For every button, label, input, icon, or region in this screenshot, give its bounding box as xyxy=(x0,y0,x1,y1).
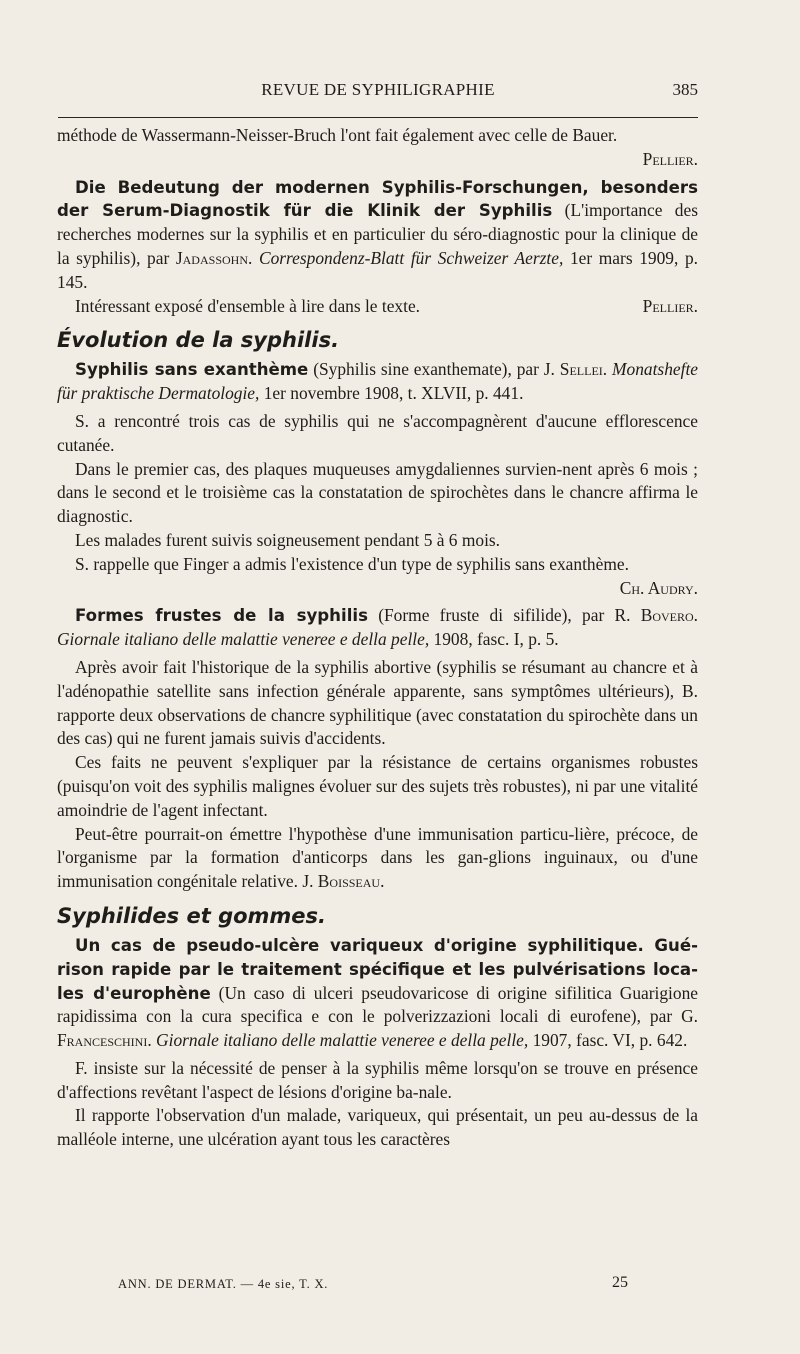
journal-title: REVUE DE SYPHILIGRAPHIE xyxy=(261,80,495,99)
journal-name: Correspondenz-Blatt für Schweizer Aerzte, xyxy=(258,247,564,268)
journal-name: Giornale italiano delle malattie veneree e della pelle, xyxy=(156,1030,529,1051)
article-title: Die Bedeutung der modernen Syphilis-Forschungen, besonders der Serum-Diagnostik für die Klinik der Syphilis xyxy=(57,177,698,221)
paragraph: S. a rencontré trois cas de syphilis qui ne s'accompagnèrent d'aucune efflorescence cutanée. xyxy=(57,410,698,455)
journal-name: Giornale italiano delle malattie veneree e della pelle, xyxy=(57,629,430,650)
paragraph: S. rappelle que Finger a admis l'existence d'un type de syphilis sans exanthème. xyxy=(75,553,629,574)
paragraph-text: Intéressant exposé d'ensemble à lire dans le texte. xyxy=(75,295,421,316)
article-author: Franceschini xyxy=(57,1030,148,1051)
publication-info: 1907, fasc. VI, p. 642. xyxy=(528,1030,688,1051)
publication-info: 1908, fasc. I, p. 5. xyxy=(429,629,559,650)
article-author: Jadassohn xyxy=(175,247,248,268)
paragraph xyxy=(57,823,698,894)
paragraph: Après avoir fait l'historique de la syphilis abortive (syphilis se résumant au chancre et à l'adénopathie satellite sans infection générale apparente, sans symptômes ultérieurs), B. rapporte deux observations de chancre syphilitique (avec constatation du spirochète dans un des cas) qui ne furent jamais suivis d'accidents. xyxy=(57,656,698,749)
signature xyxy=(57,148,698,172)
publication-info: 1er novembre 1908, t. XLVII, p. 441. xyxy=(259,383,524,404)
article-title: Syphilis sans exanthème xyxy=(75,360,309,380)
author-signature: J. Boisseau. xyxy=(302,871,385,892)
footer xyxy=(118,1274,628,1292)
article-title: Un cas de pseudo-ulcère variqueux d'origine syphilitique. Gué-rison rapide par le traitement spécifique et les pulvérisations loca-les d'europhène xyxy=(57,935,698,1003)
running-head xyxy=(58,80,698,106)
sheet-number: 25 xyxy=(612,1274,628,1291)
article-translation: (Syphilis sine exanthemate), par J. xyxy=(308,359,560,380)
article-translation: (Un caso di ulceri pseudovaricose di origine sifilitica Guarigione rapidissima con la cura specifica e con le polverizzazioni locali di eurofene), par G. xyxy=(57,982,698,1027)
author-signature: Pellier. xyxy=(642,148,698,169)
paragraph: F. insiste sur la nécessité de penser à la syphilis même lorsqu'on se trouve en présence d'affections revêtant l'aspect de lésions d'origine ba-nale. xyxy=(57,1057,698,1102)
paragraph-text: méthode de Wassermann-Neisser-Bruch l'ont fait également avec celle de Bauer. xyxy=(57,125,618,145)
author-signature: Pellier. xyxy=(642,295,698,316)
section-heading: Évolution de la syphilis. xyxy=(57,328,340,353)
journal-name: Monatshefte für praktische Dermatologie, xyxy=(57,359,698,404)
paragraph-text: Peut-être pourrait-on émettre l'hypothèse d'une immunisation particu-lière, précoce, de l'organisme par la formation d'anticorps dans les gan-glions inguinaux, ou d'une immunisation congénitale relative. xyxy=(57,823,698,892)
header-rule xyxy=(58,117,698,118)
publication-info: 1er mars 1909, p. 145. xyxy=(57,247,698,292)
page-body xyxy=(57,124,698,1152)
article-summary xyxy=(57,295,698,319)
article-author: Sellei xyxy=(559,359,603,380)
paragraph: Il rapporte l'observation d'un malade, variqueux, qui présentait, un peu au-dessus de la malléole interne, une ulcération ayant tous les caractères xyxy=(57,1105,698,1150)
author-signature: Ch. Audry. xyxy=(619,577,698,598)
article-translation: (Forme fruste di sifilide), par R. xyxy=(367,605,641,626)
signature xyxy=(57,577,698,601)
article-entry: Un cas de pseudo-ulcère variqueux d'origine syphilitique. Gué-rison rapide par le traitement spécifique et les pulvérisations loca-les d'europhène (Un caso di ulceri pseudovaricose di origine sifilitica Guarigione rapidissima con la cura specifica e con le polverizzazioni locali di eurofene), par G. Franceschini. Giornale italiano delle malattie veneree e della pelle, 1907, fasc. VI, p. 642. xyxy=(57,935,698,1051)
article-title: Formes frustes de la syphilis xyxy=(75,606,368,626)
section-heading: Syphilides et gommes. xyxy=(57,903,327,928)
paragraph: Dans le premier cas, des plaques muqueuses amygdaliennes survien-nent après 6 mois ; dans le second et le troisième cas la constatation de spirochètes dans le chancre affirma le diagnostic. xyxy=(57,458,698,527)
sheet-signature: ANN. DE DERMAT. — 4e sie, T. X. xyxy=(118,1277,329,1291)
article-author: Bovero xyxy=(640,605,694,626)
paragraph: Les malades furent suivis soigneusement pendant 5 à 6 mois. xyxy=(75,529,501,550)
article-entry: Die Bedeutung der modernen Syphilis-Forschungen, besonders der Serum-Diagnostik für die Klinik der Syphilis (L'importance des recherches modernes sur la syphilis et en particulier du séro-diagnostic pour la clinique de la syphilis), par Jadassohn. Correspondenz-Blatt für Schweizer Aerzte, 1er mars 1909, p. 145. xyxy=(57,177,698,292)
article-translation: (L'importance des recherches modernes sur la syphilis et en particulier du séro-diagnostic pour la clinique de la syphilis), par xyxy=(57,200,698,268)
page-number: 385 xyxy=(672,80,698,99)
continued-paragraph xyxy=(57,124,698,148)
article-entry: Formes frustes de la syphilis (Forme fruste di sifilide), par R. Bovero. Giornale italiano delle malattie veneree e della pelle, 1908, fasc. I, p. 5. xyxy=(57,605,699,650)
paragraph: Ces faits ne peuvent s'expliquer par la résistance de certains organismes robustes (puisqu'on voit des syphilis malignes évoluer sur des sujets très robustes), ni par une vitalité amoindrie de l'agent infectant. xyxy=(57,752,698,820)
article-entry: Syphilis sans exanthème (Syphilis sine exanthemate), par J. Sellei. Monatshefte für praktische Dermatologie, 1er novembre 1908, t. XLVII, p. 441. xyxy=(57,359,698,404)
